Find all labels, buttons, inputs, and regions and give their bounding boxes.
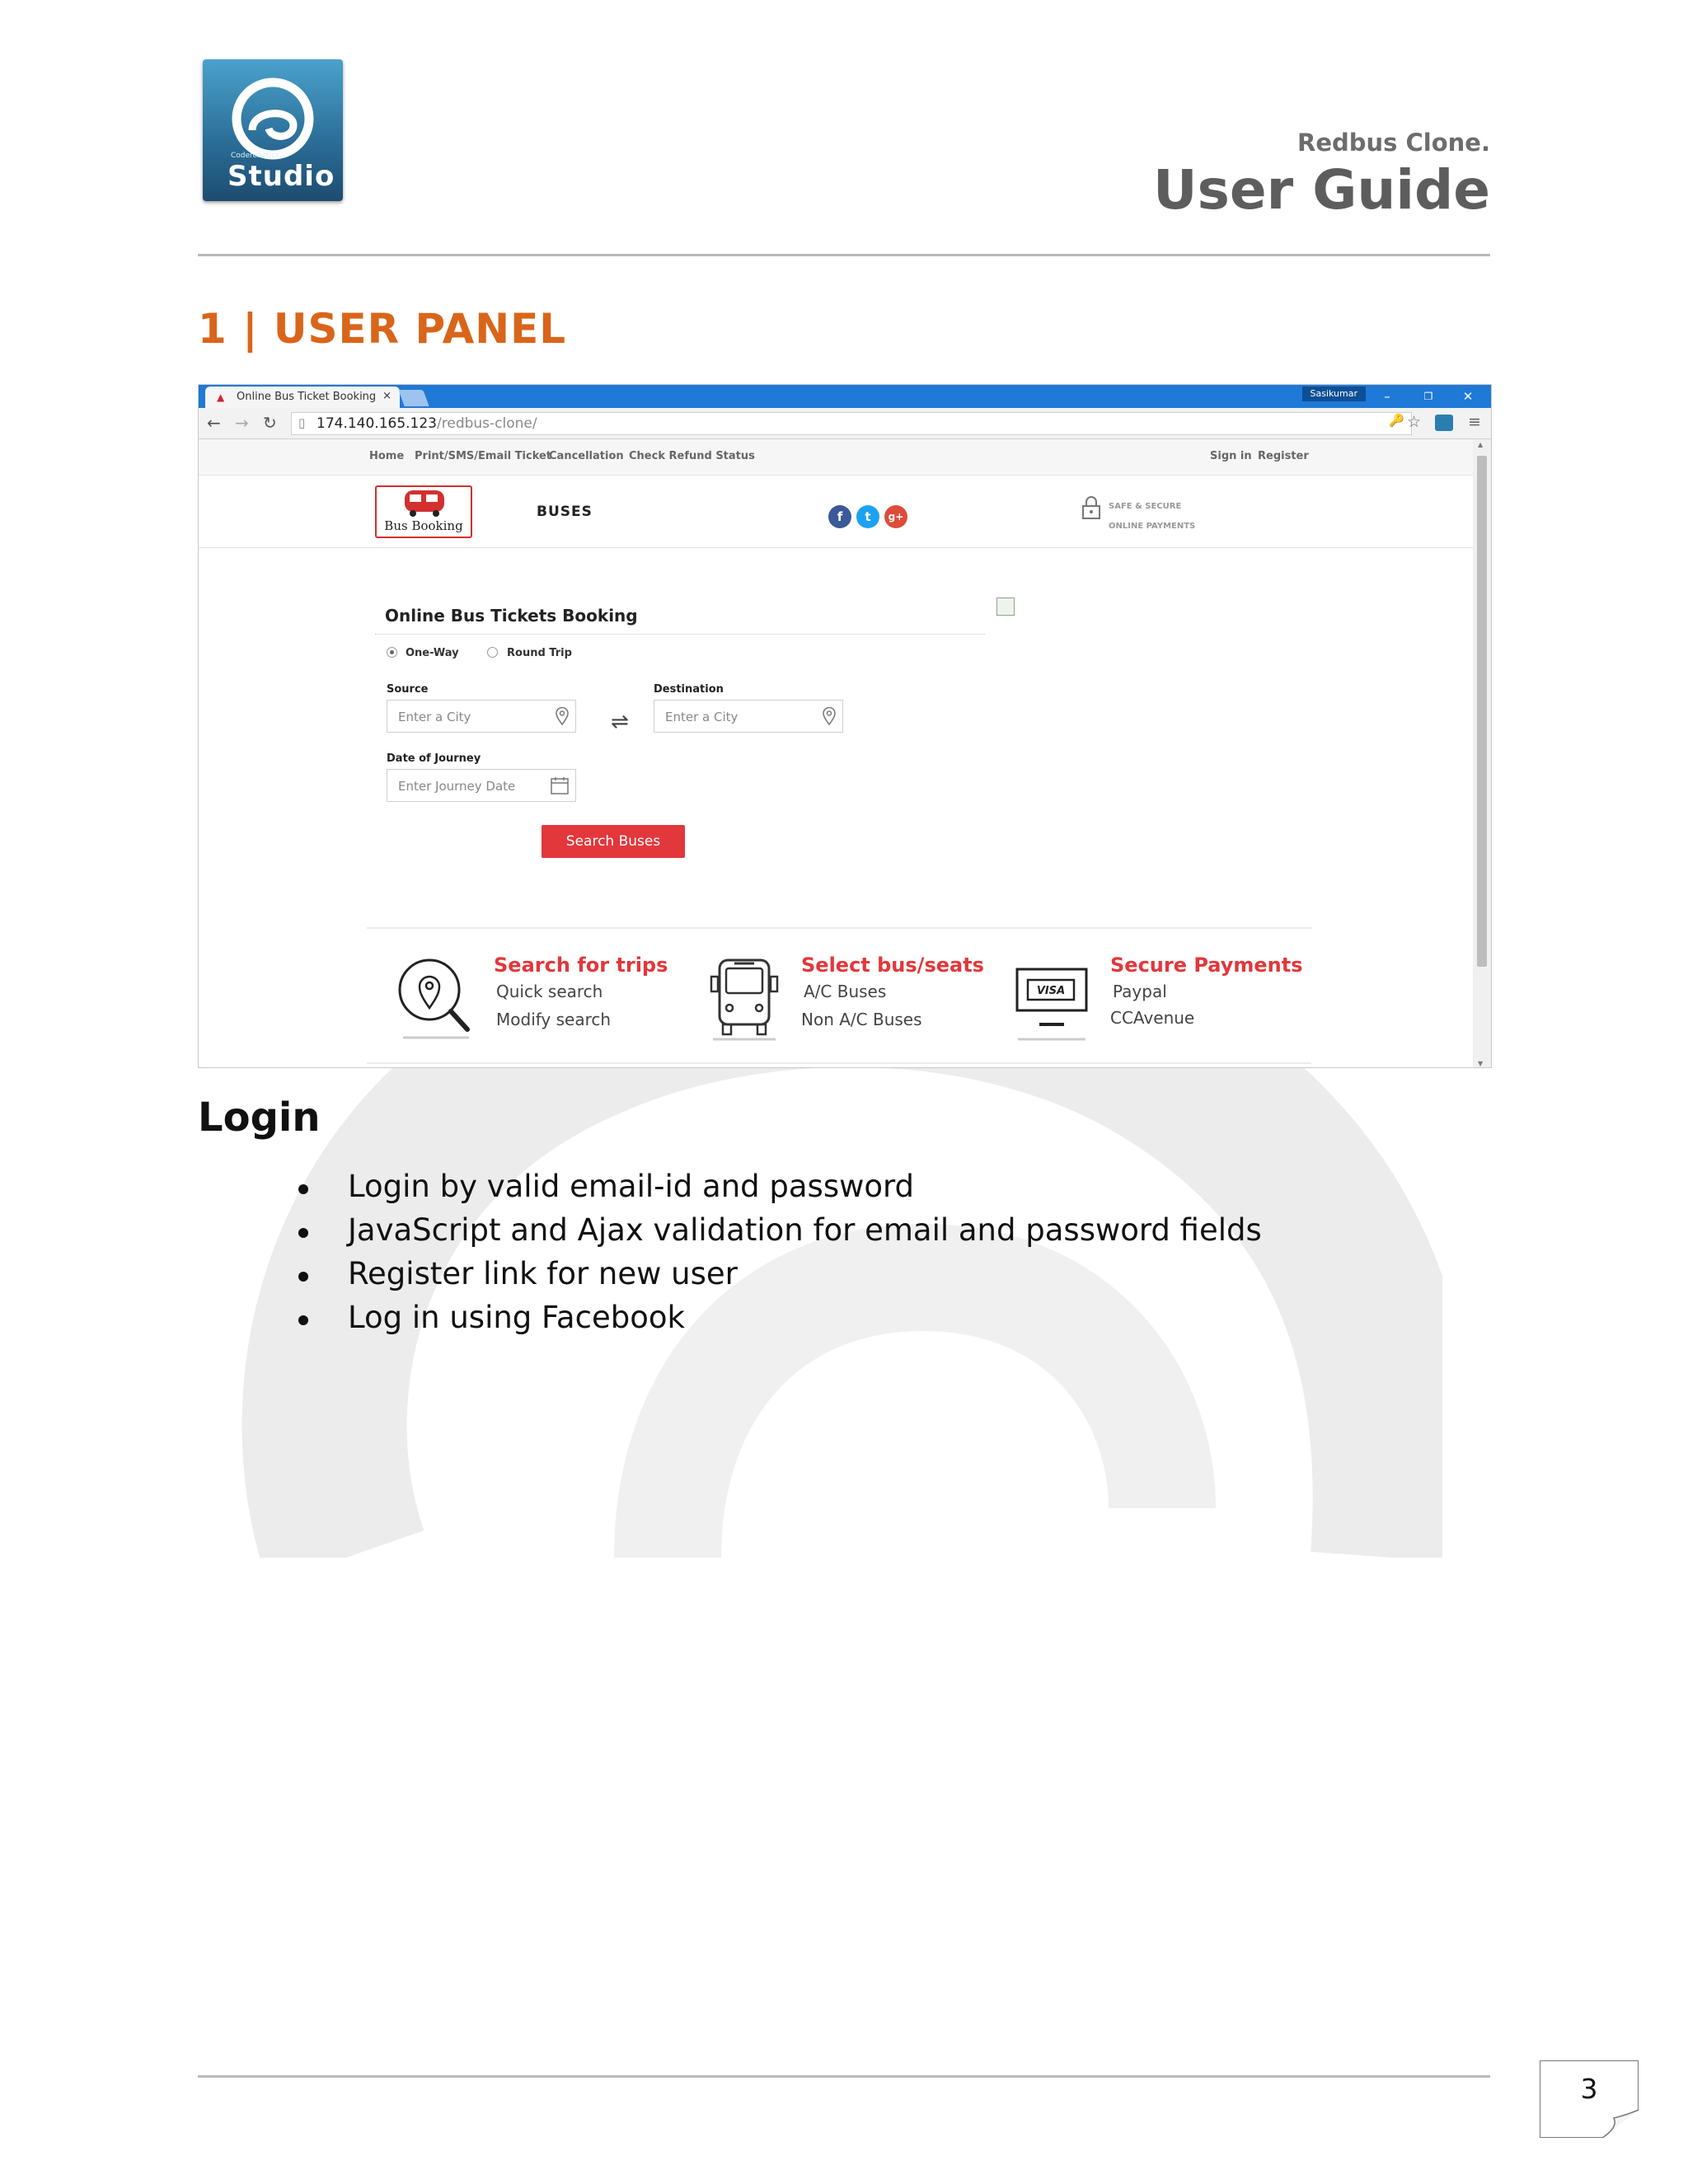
list-item: Login by valid email-id and password: [297, 1169, 1262, 1212]
journey-date-placeholder: Enter Journey Date: [398, 779, 516, 794]
booking-content: [199, 548, 1475, 1068]
broken-image-icon: [996, 598, 1015, 616]
scroll-down-icon[interactable]: ▼: [1478, 1060, 1484, 1067]
destination-placeholder: Enter a City: [665, 710, 738, 724]
page-curl-icon: [1602, 2110, 1639, 2138]
red-bus-icon: [401, 489, 448, 518]
form-divider: [375, 634, 985, 635]
source-label: Source: [387, 683, 429, 696]
feature-item-modify-search: Modify search: [496, 1010, 612, 1029]
list-item: Register link for new user: [297, 1256, 1262, 1300]
tab-title: Online Bus Ticket Booking: [237, 391, 377, 403]
nav-link-home[interactable]: Home: [369, 450, 405, 462]
feature-title-select: Select bus/seats: [801, 954, 984, 977]
browser-address-bar: [199, 408, 1491, 439]
buses-nav-label[interactable]: BUSES: [537, 504, 593, 520]
source-placeholder: Enter a City: [398, 710, 471, 724]
key-icon[interactable]: 🔑: [1389, 413, 1404, 428]
feature-title-search: Search for trips: [494, 954, 668, 977]
feature-item-ac-buses: A/C Buses: [804, 982, 887, 1001]
scroll-up-icon[interactable]: ▲: [1478, 441, 1484, 448]
page-icon: ▯: [298, 415, 306, 430]
doc-subtitle: Redbus Clone.: [1297, 129, 1490, 157]
journey-date-input[interactable]: [387, 769, 576, 802]
google-plus-icon[interactable]: g+: [884, 505, 907, 528]
footer-divider: [198, 2075, 1490, 2078]
page-scrollbar[interactable]: [1473, 439, 1491, 1068]
lock-icon: [1081, 495, 1102, 520]
feature-title-payments: Secure Payments: [1110, 954, 1303, 977]
card-payment-icon: [1015, 967, 1089, 1043]
logo-text: Studio: [227, 160, 335, 193]
scrollbar-thumb[interactable]: [1477, 456, 1487, 967]
secure-line-1: SAFE & SECURE: [1109, 502, 1182, 511]
app-screenshot: [198, 384, 1492, 1068]
url-host: 174.140.165.123: [316, 415, 438, 432]
nav-link-refund-status[interactable]: Check Refund Status: [629, 450, 755, 462]
browser-tab[interactable]: [205, 387, 400, 408]
map-search-icon: [396, 957, 476, 1043]
facebook-icon[interactable]: f: [828, 505, 851, 528]
page-number: 3: [1580, 2073, 1598, 2105]
reload-icon[interactable]: ↻: [263, 413, 277, 433]
site-top-nav: [199, 439, 1475, 476]
header-divider: [198, 254, 1490, 256]
nav-link-cancellation[interactable]: Cancellation: [549, 450, 624, 462]
url-input[interactable]: [291, 412, 1412, 435]
login-feature-list: [297, 1169, 1262, 1343]
radio-round-trip-label[interactable]: Round Trip: [507, 647, 572, 659]
menu-icon[interactable]: ≡: [1468, 413, 1481, 431]
browser-user-badge[interactable]: Sasikumar: [1302, 387, 1367, 401]
forward-icon[interactable]: →: [235, 413, 249, 433]
search-buses-button[interactable]: Search Buses: [542, 825, 685, 858]
site-logo-text: Bus Booking: [384, 518, 463, 533]
page-number-box: [1540, 2060, 1639, 2138]
nav-link-print-ticket[interactable]: Print/SMS/Email Ticket: [415, 450, 552, 462]
browser-titlebar: [199, 385, 1491, 408]
section-title: 1 | USER PANEL: [198, 305, 567, 353]
list-item: Log in using Facebook: [297, 1300, 1262, 1343]
url-path: /redbus-clone/: [437, 415, 537, 432]
tab-close-icon[interactable]: ×: [382, 390, 392, 402]
feature-item-non-ac-buses: Non A/C Buses: [801, 1010, 922, 1029]
feature-item-quick-search: Quick search: [496, 982, 603, 1001]
minimize-icon[interactable]: –: [1384, 389, 1390, 404]
location-pin-icon: [823, 707, 836, 725]
restore-icon[interactable]: ❐: [1423, 391, 1433, 402]
radio-one-way[interactable]: [387, 647, 397, 658]
back-icon[interactable]: ←: [207, 413, 221, 433]
destination-label: Destination: [654, 683, 724, 696]
login-heading: Login: [198, 1094, 321, 1141]
site-header: [199, 476, 1475, 548]
feature-item-paypal: Paypal: [1113, 982, 1167, 1001]
location-pin-icon: [556, 707, 569, 725]
site-logo[interactable]: [375, 485, 472, 538]
twitter-icon[interactable]: t: [856, 505, 879, 528]
extension-icon[interactable]: [1435, 415, 1453, 431]
nav-link-register[interactable]: Register: [1258, 450, 1309, 462]
calendar-icon[interactable]: [551, 776, 569, 794]
source-input[interactable]: [387, 700, 576, 733]
radio-one-way-label[interactable]: One-Way: [406, 647, 459, 659]
date-label: Date of Journey: [387, 752, 481, 765]
secure-line-2: ONLINE PAYMENTS: [1109, 522, 1196, 531]
features-top-divider: [367, 927, 1311, 929]
nav-link-sign-in[interactable]: Sign in: [1210, 450, 1252, 462]
bus-icon: [710, 957, 779, 1043]
bus-favicon-icon: ▲: [217, 391, 225, 403]
destination-input[interactable]: [654, 700, 843, 733]
booking-form-title: Online Bus Tickets Booking: [385, 606, 638, 626]
doc-title: User Guide: [1153, 158, 1490, 222]
svg-text:VISA: VISA: [1036, 985, 1066, 997]
features-bottom-divider: [367, 1062, 1311, 1064]
new-tab-button[interactable]: [398, 390, 429, 406]
radio-round-trip[interactable]: [487, 647, 498, 658]
close-icon[interactable]: ✕: [1462, 389, 1474, 404]
swap-icon[interactable]: ⇌: [611, 710, 629, 734]
list-item: JavaScript and Ajax validation for email and password fields: [297, 1212, 1262, 1256]
company-logo: [203, 59, 343, 201]
feature-item-ccavenue: CCAvenue: [1110, 1008, 1195, 1028]
bookmark-star-icon[interactable]: ☆: [1407, 413, 1422, 431]
logo-tagline: Coderobotics: [231, 152, 279, 160]
